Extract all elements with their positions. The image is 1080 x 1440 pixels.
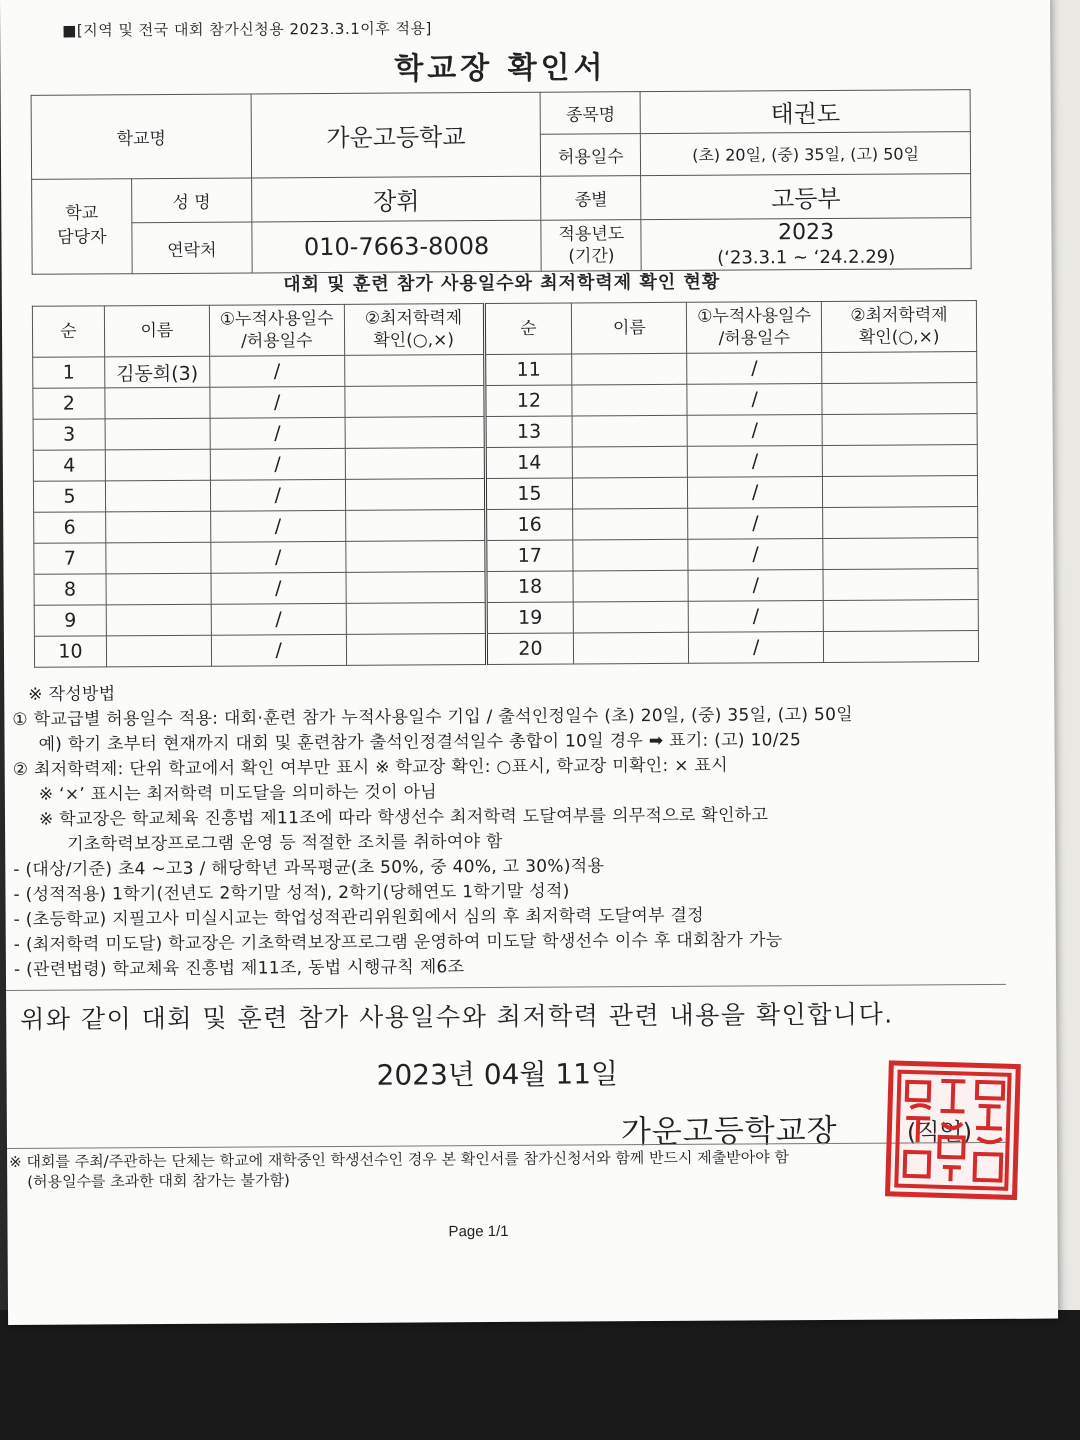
row-number-right: 16 (485, 509, 573, 541)
student-name (105, 449, 210, 481)
name-label: 성 명 (131, 178, 251, 223)
academic-check-right (823, 569, 978, 601)
row-number-right: 14 (485, 447, 573, 479)
academic-check-right (823, 538, 978, 570)
confirmation-statement: 위와 같이 대회 및 훈련 참가 사용일수와 최저학력 관련 내용을 확인합니다. (20, 999, 894, 1034)
row-number-right: 19 (486, 602, 574, 634)
days-used-right: / (688, 538, 823, 570)
days-used-right: / (688, 445, 823, 477)
row-number-right: 18 (486, 571, 574, 603)
student-name (106, 542, 211, 574)
academic-check-right (822, 414, 977, 446)
usage-header-row (32, 301, 976, 358)
instructions-heading: ※ 작성방법 (28, 684, 116, 705)
school-label: 학교명 (31, 94, 251, 179)
year-value: 2023 (778, 219, 835, 246)
row-number: 5 (33, 481, 105, 512)
instruction-line: 기초학력보장프로그램 운영 등 적절한 조치를 취하여야 함 (67, 831, 503, 855)
division-value: 고등부 (641, 174, 971, 220)
student-name-right (573, 446, 688, 478)
days-used: / (210, 510, 345, 542)
days-used-right: / (688, 569, 823, 601)
instruction-line: ② 최저학력제: 단위 학교에서 확인 여부만 표시 ※ 학교장 확인: ○표시, 학교장 미확인: × 표시 (12, 755, 728, 780)
academic-check-right (823, 476, 978, 508)
academic-check-right (823, 507, 978, 539)
days-used: / (210, 417, 345, 449)
row-number-right: 13 (485, 416, 573, 448)
student-name-right (574, 601, 689, 633)
student-name-right (572, 384, 687, 416)
student-name (105, 387, 210, 419)
row-number-right: 12 (484, 385, 572, 417)
footnote-line: ※ 대회를 주최/주관하는 단체는 학교에 재학중인 학생선수인 경우 본 확인서를 참가신청서와 함께 반드시 제출받아야 함 (9, 1148, 790, 1171)
header-days-right: ①누적사용일수 /허용일수 (687, 301, 822, 353)
footnote (9, 1147, 789, 1192)
student-name-right (572, 415, 687, 447)
student-name-right (573, 508, 688, 540)
contact-value: 010-7663-8008 (252, 220, 542, 273)
sign-mark: (직인) (906, 1118, 973, 1147)
info-table (31, 89, 972, 275)
row-number: 9 (34, 605, 106, 636)
days-used: / (210, 479, 345, 511)
academic-check (345, 541, 485, 573)
academic-check (345, 417, 485, 449)
row-number-right: 11 (484, 354, 572, 386)
academic-check (346, 603, 486, 635)
row-number: 3 (33, 419, 105, 450)
student-name (106, 635, 211, 667)
header-name-right: 이름 (572, 302, 687, 354)
academic-check-right (823, 631, 978, 663)
days-used: / (209, 355, 344, 387)
name-value: 장휘 (251, 176, 541, 222)
days-used-right: / (687, 383, 822, 415)
academic-check-right (822, 445, 977, 477)
days-used-right: / (687, 414, 822, 446)
student-name (105, 418, 210, 450)
row-number: 2 (33, 388, 105, 419)
student-name (106, 604, 211, 636)
student-name-right (572, 353, 687, 385)
division-label: 종별 (541, 176, 641, 221)
student-name (106, 511, 211, 543)
instruction-line: 예) 학기 초부터 현재까지 대회 및 훈련참가 출석인정결석일수 총합이 10일 경우 ➡ 표기: (고) 10/25 (38, 730, 802, 755)
days-used-right: / (688, 600, 823, 632)
academic-check (345, 386, 485, 418)
row-number: 8 (34, 574, 106, 605)
header-check: ②최저학력제 확인(○,×) (344, 304, 484, 356)
divider (7, 1142, 1007, 1149)
instruction-line: - (관련법령) 학교체육 진흥법 제11조, 동법 시행규칙 제6조 (13, 957, 465, 980)
student-name-right (573, 539, 688, 571)
row-number: 7 (34, 543, 106, 574)
manager-label: 학교 담당자 (32, 179, 132, 275)
header-no-right: 순 (484, 303, 572, 355)
header-no: 순 (32, 306, 104, 357)
seal-glyphs-icon (890, 1065, 1016, 1194)
event-label: 종목명 (540, 92, 640, 135)
academic-check (346, 634, 486, 666)
academic-check (345, 510, 485, 542)
table-row (34, 631, 978, 668)
divider (6, 984, 1006, 991)
student-name-right (573, 477, 688, 509)
year-period: (‘23.3.1 ~ ‘24.2.29) (717, 246, 896, 269)
student-name: 김동희(3) (105, 356, 210, 388)
days-used: / (211, 541, 346, 573)
days-used: / (210, 386, 345, 418)
contact-label: 연락처 (132, 222, 252, 274)
school-name: 가운고등학교 (251, 92, 541, 178)
instruction-line: ※ ‘×’ 표시는 최저학력 미도달을 의미하는 것이 아님 (38, 782, 438, 805)
days-used-right: / (688, 507, 823, 539)
allowed-days-label: 허용일수 (541, 134, 641, 177)
academic-check-right (822, 383, 977, 415)
student-name (105, 480, 210, 512)
instruction-line: - (초등학교) 지필고사 미실시교는 학업성적관리위원회에서 심의 후 최저학력 도달여부 결정 (13, 905, 705, 930)
header-days: ①누적사용일수 /허용일수 (209, 304, 344, 356)
year-cell (641, 218, 971, 271)
days-used: / (211, 603, 346, 635)
student-name (106, 573, 211, 605)
allowed-days-value: (초) 20일, (중) 35일, (고) 50일 (641, 132, 971, 176)
instruction-line: ① 학교급별 허용일수 적용: 대회·훈련 참가 누적사용일수 기입 / 출석인정일수 (초) 20일, (중) 35일, (고) 50일 (12, 704, 853, 730)
instruction-line: ※ 학교장은 학교체육 진흥법 제11조에 따라 학생선수 최저학력 도달여부를 의무적으로 확인하고 (38, 805, 769, 830)
official-seal-stamp (885, 1060, 1021, 1200)
student-name-right (574, 632, 689, 664)
background-surface (0, 1310, 1080, 1440)
row-number: 6 (34, 512, 106, 543)
row-number: 1 (33, 357, 105, 388)
days-used: / (211, 634, 346, 666)
row-number-right: 20 (486, 633, 574, 665)
instructions (12, 677, 1004, 983)
instruction-line: - (성적적용) 1학기(전년도 2학기말 성적), 2학기(당해연도 1학기말 성적) (13, 881, 570, 905)
header-name: 이름 (104, 305, 209, 357)
document-title: 학교장 확인서 (394, 50, 607, 87)
page-number: Page 1/1 (448, 1222, 509, 1241)
instruction-line: - (대상/기준) 초4 ~고3 / 해당학년 과목평균(초 50%, 중 40%, 고 30%)적용 (13, 856, 605, 880)
academic-check (345, 448, 485, 480)
student-name-right (573, 570, 688, 602)
footnote-line: (허용일수를 초과한 대회 참가는 불가함) (27, 1171, 290, 1191)
principal-name: 가운고등학교장 (620, 1112, 838, 1151)
header-note: ■[지역 및 전국 대회 참가신청용 2023.3.1이후 적용] (62, 19, 432, 40)
academic-check (344, 355, 484, 387)
section-title: 대회 및 훈련 참가 사용일수와 최저학력제 확인 현황 (283, 271, 721, 296)
days-used-right: / (688, 476, 823, 508)
academic-check (345, 479, 485, 511)
header-check-right: ②최저학력제 확인(○,×) (821, 301, 976, 353)
row-number-right: 17 (485, 540, 573, 572)
row-number: 4 (33, 450, 105, 481)
days-used-right: / (689, 631, 824, 663)
usage-table (32, 300, 979, 668)
academic-check-right (823, 600, 978, 632)
row-number: 10 (34, 636, 106, 667)
row-number-right: 15 (485, 478, 573, 510)
days-used: / (211, 572, 346, 604)
days-used-right: / (687, 352, 822, 384)
academic-check-right (822, 352, 977, 384)
event-value: 태권도 (640, 90, 970, 134)
year-label: 적용년도 (기간) (541, 220, 641, 272)
confirmation-date: 2023년 04월 11일 (376, 1057, 619, 1092)
days-used: / (210, 448, 345, 480)
academic-check (346, 572, 486, 604)
instruction-line: - (최저학력 미도달) 학교장은 기초학력보장프로그램 운영하여 미도달 학생선수 이수 후 대회참가 가능 (13, 930, 783, 955)
